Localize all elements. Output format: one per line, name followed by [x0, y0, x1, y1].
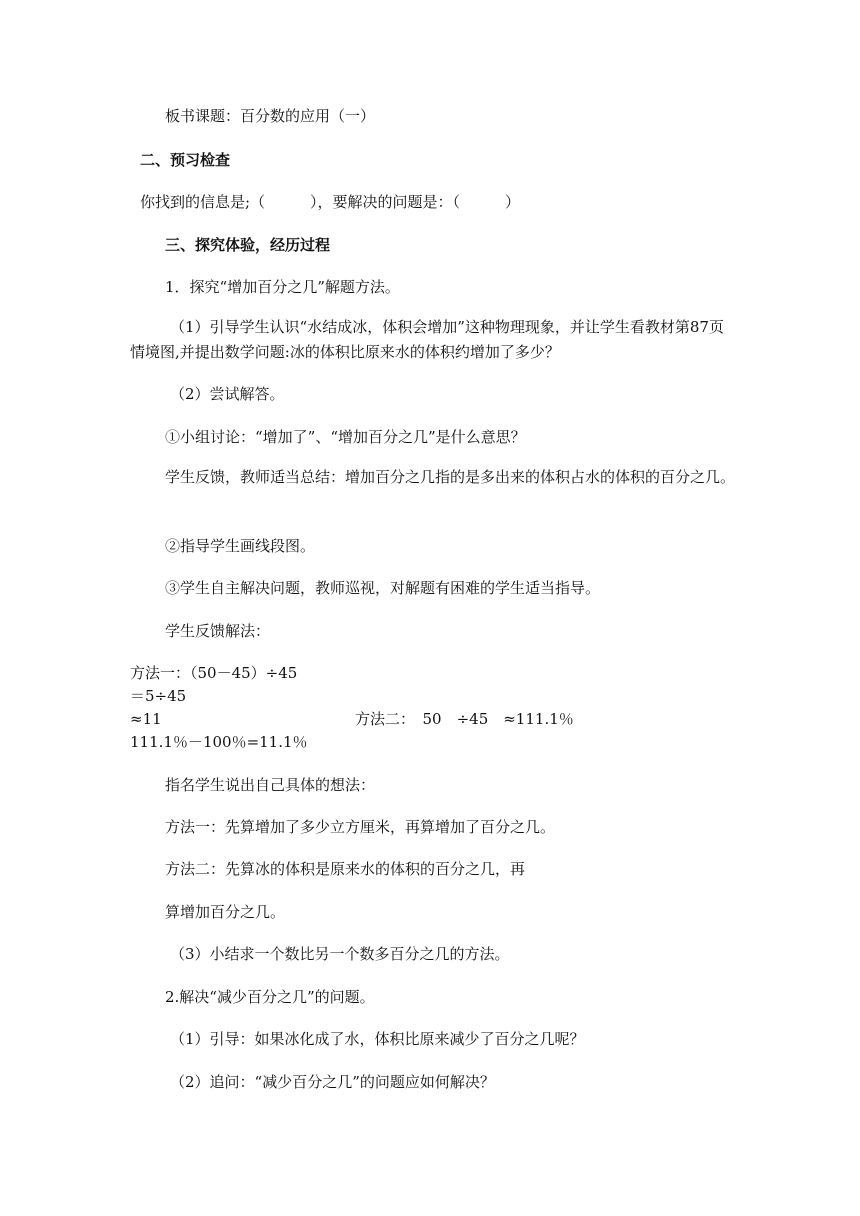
- item-2-paragraph-1: （1）引导：如果冰化成了水，体积比原来减少了百分之几呢？: [170, 1030, 585, 1048]
- question-2: ②指导学生画线段图。: [165, 537, 316, 555]
- section-2-line: 你找到的信息是;（ ），要解决的问题是：（ ）: [140, 193, 521, 211]
- question-3: ③学生自主解决问题，教师巡视，对解题有困难的学生适当指导。: [165, 579, 601, 597]
- explain-method-2-part-2: 算增加百分之几。: [165, 903, 286, 921]
- explain-method-2-part-1: 方法二：先算冰的体积是原来水的体积的百分之几，再: [165, 860, 526, 878]
- question-1: ①小组讨论：“增加了”、“增加百分之几”是什么意思？: [165, 428, 526, 446]
- item-2-title: 2.解决“减少百分之几”的问题。: [165, 988, 375, 1006]
- item-1-paragraph-2: （2）尝试解答。: [170, 385, 285, 403]
- explain-method-1: 方法一：先算增加了多少立方厘米，再算增加了百分之几。: [165, 818, 556, 836]
- section-2-heading: 二、预习检查: [140, 151, 231, 169]
- item-1-title: 1．探究“增加百分之几”解题方法。: [165, 278, 400, 296]
- method-1-line-2: ＝5÷45: [130, 687, 187, 705]
- ask-students: 指名学生说出自己具体的想法：: [165, 776, 376, 794]
- method-2-line-2: 111.1％－100％=11.1％: [130, 733, 308, 751]
- feedback-label: 学生反馈解法：: [165, 622, 271, 640]
- item-1-paragraph-1: （1）引导学生认识“水结成冰，体积会增加”这种物理现象，并让学生看教材第87页情境图,并提出数学问题:冰的体积比原来水的体积约增加了多少？: [130, 318, 724, 361]
- question-1-feedback: 学生反馈，教师适当总结：增加百分之几指的是多出来的体积占水的体积的百分之几。: [165, 468, 736, 486]
- section-3-heading: 三、探究体验，经历过程: [165, 236, 331, 254]
- summary-line: （3）小结求一个数比另一个数多百分之几的方法。: [170, 945, 510, 963]
- method-1-line-3: ≈11: [130, 710, 162, 728]
- lesson-title-line: 板书课题：百分数的应用（一）: [165, 107, 376, 125]
- item-2-paragraph-2: （2）追问：“减少百分之几”的问题应如何解决？: [170, 1073, 495, 1091]
- method-2-line: 方法二： 50 ÷45 ≈111.1％: [355, 710, 574, 728]
- method-1-line-1: 方法一：（50－45）÷45: [130, 664, 298, 682]
